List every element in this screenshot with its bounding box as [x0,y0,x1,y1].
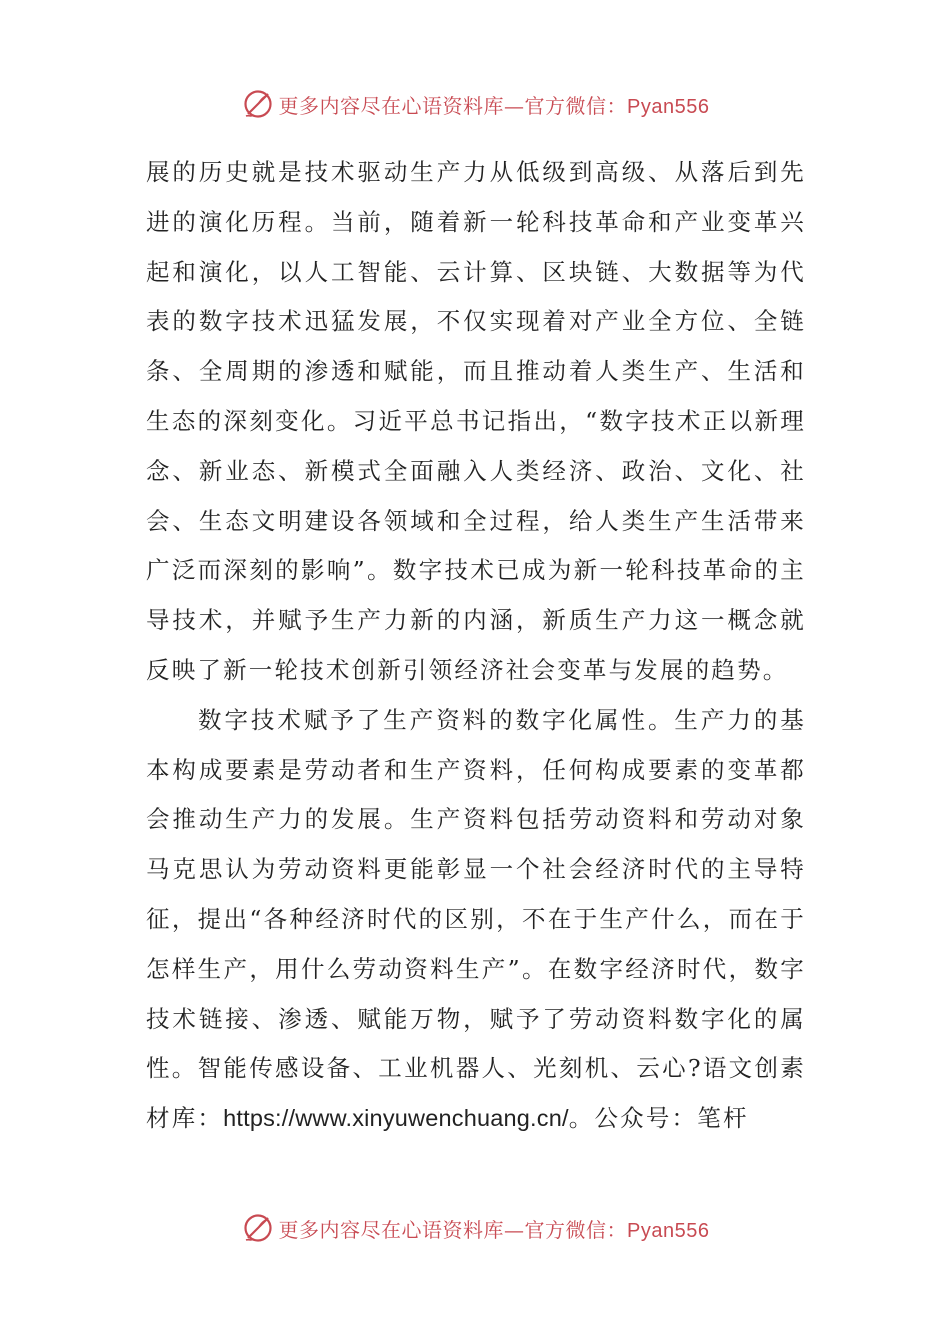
footer-banner [0,1206,950,1250]
footer-banner-wechat-id: Pyan556 [627,1219,710,1242]
header-banner-text [279,90,710,119]
footer-banner-text [279,1214,710,1243]
header-banner [0,82,950,126]
header-banner-slogan: 更多内容尽在心语资料库—官方微信： [278,93,628,118]
document-body [146,148,806,1144]
quill-pen-logo-icon [241,1211,275,1245]
footer-banner-slogan: 更多内容尽在心语资料库—官方微信： [278,1217,628,1242]
header-banner-wechat-id: Pyan556 [627,95,710,118]
paragraph-2-text: 数字技术赋予了生产资料的数字化属性。生产力的基本构成要素是劳动者和生产资料，任何构成要素的变革都会推动生产力的发展。生产资料包括劳动资料和劳动对象马克思认为劳动资料更能彰显一个社会经济时代的主导特征，提出“各种经济时代的区别，不在于生产什么，而在于怎样生产，用什么劳动资料生产”。在数字经济时代，数字技术链接、渗透、赋能万物，赋予了劳动资料数字化的属性。智能传感设备、工业机器人、光刻机、云心?语文创素材库： [146,705,806,1133]
paragraph-1: 展的历史就是技术驱动生产力从低级到高级、从落后到先进的演化历程。当前，随着新一轮科技革命和产业变革兴起和演化，以人工智能、云计算、区块链、大数据等为代表的数字技术迅猛发展，不仅实现着对产业全方位、全链条、全周期的渗透和赋能，而且推动着人类生产、生活和生态的深刻变化。习近平总书记指出，“数字技术正以新理念、新业态、新模式全面融入人类经济、政治、文化、社会、生态文明建设各领域和全过程，给人类生产生活带来广泛而深刻的影响”。数字技术已成为新一轮科技革命的主导技术，并赋予生产力新的内涵，新质生产力这一概念就反映了新一轮技术创新引领经济社会变革与发展的趋势。 [146,158,806,684]
quill-pen-logo-icon [241,87,275,121]
paragraph-2 [146,696,806,1144]
paragraph-2-url: https://www.xinyuwenchuang.cn/ [223,1105,569,1132]
paragraph-2-tail: 。公众号：笔杆 [568,1104,749,1133]
